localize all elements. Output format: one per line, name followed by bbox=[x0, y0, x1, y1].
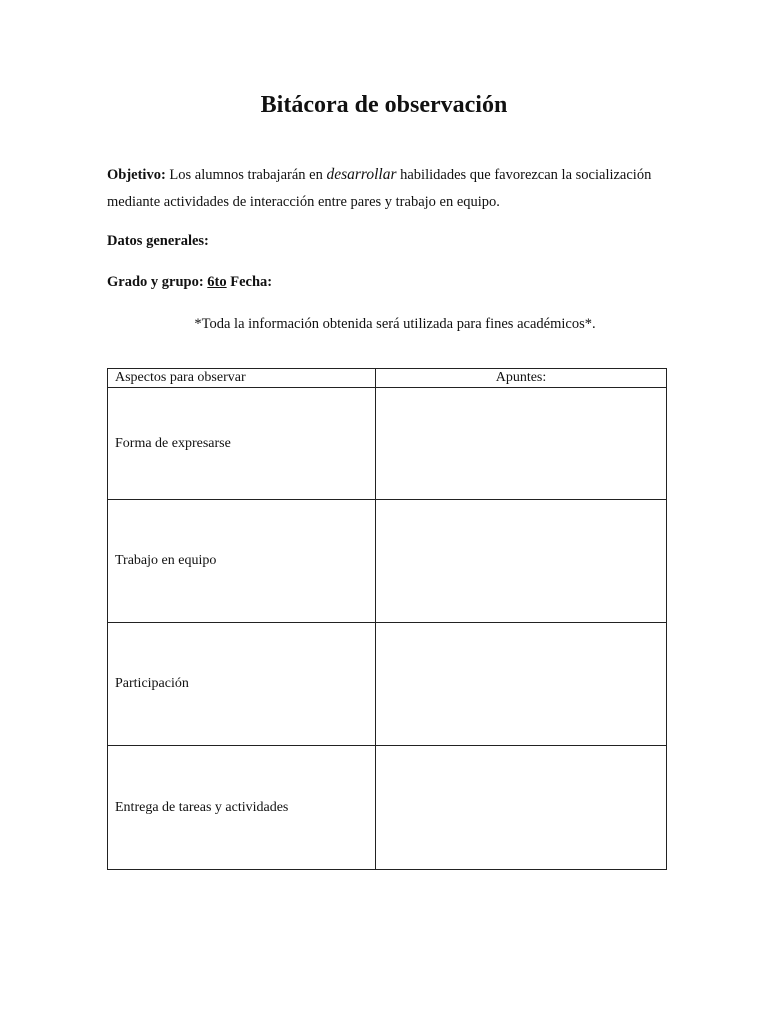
notes-cell[interactable] bbox=[376, 623, 667, 746]
grado-label: Grado y grupo: bbox=[107, 274, 208, 290]
header-apuntes: Apuntes: bbox=[376, 369, 667, 388]
observation-table bbox=[107, 368, 667, 870]
header-aspectos: Aspectos para observar bbox=[108, 369, 376, 388]
page-title: Bitácora de observación bbox=[260, 92, 508, 118]
objective-paragraph bbox=[107, 161, 667, 216]
table-row bbox=[108, 500, 667, 623]
table-row bbox=[108, 746, 667, 870]
grado-value: 6to bbox=[207, 274, 227, 290]
table-row bbox=[108, 623, 667, 746]
notes-cell[interactable] bbox=[376, 746, 667, 870]
table-row bbox=[108, 388, 667, 500]
table-header-row bbox=[108, 369, 667, 388]
notes-cell[interactable] bbox=[376, 500, 667, 623]
aspect-cell: Participación bbox=[108, 623, 376, 746]
objective-label: Objetivo: bbox=[107, 167, 166, 183]
datos-generales-heading: Datos generales: bbox=[107, 233, 209, 249]
fecha-label: Fecha: bbox=[226, 274, 273, 290]
objective-text-before: Los alumnos trabajarán en bbox=[165, 167, 327, 183]
aspect-cell: Entrega de tareas y actividades bbox=[108, 746, 376, 870]
aspect-cell: Forma de expresarse bbox=[108, 388, 376, 500]
grado-line bbox=[107, 274, 272, 291]
usage-note: *Toda la información obtenida será utilizada para fines académicos*. bbox=[194, 316, 596, 332]
objective-text-after: habilidades que favorezcan la socialización mediante actividades de interacción entre pares y trabajo en equipo. bbox=[107, 167, 652, 210]
objective-emphasis: desarrollar bbox=[326, 166, 397, 183]
notes-cell[interactable] bbox=[376, 388, 667, 500]
aspect-cell: Trabajo en equipo bbox=[108, 500, 376, 623]
